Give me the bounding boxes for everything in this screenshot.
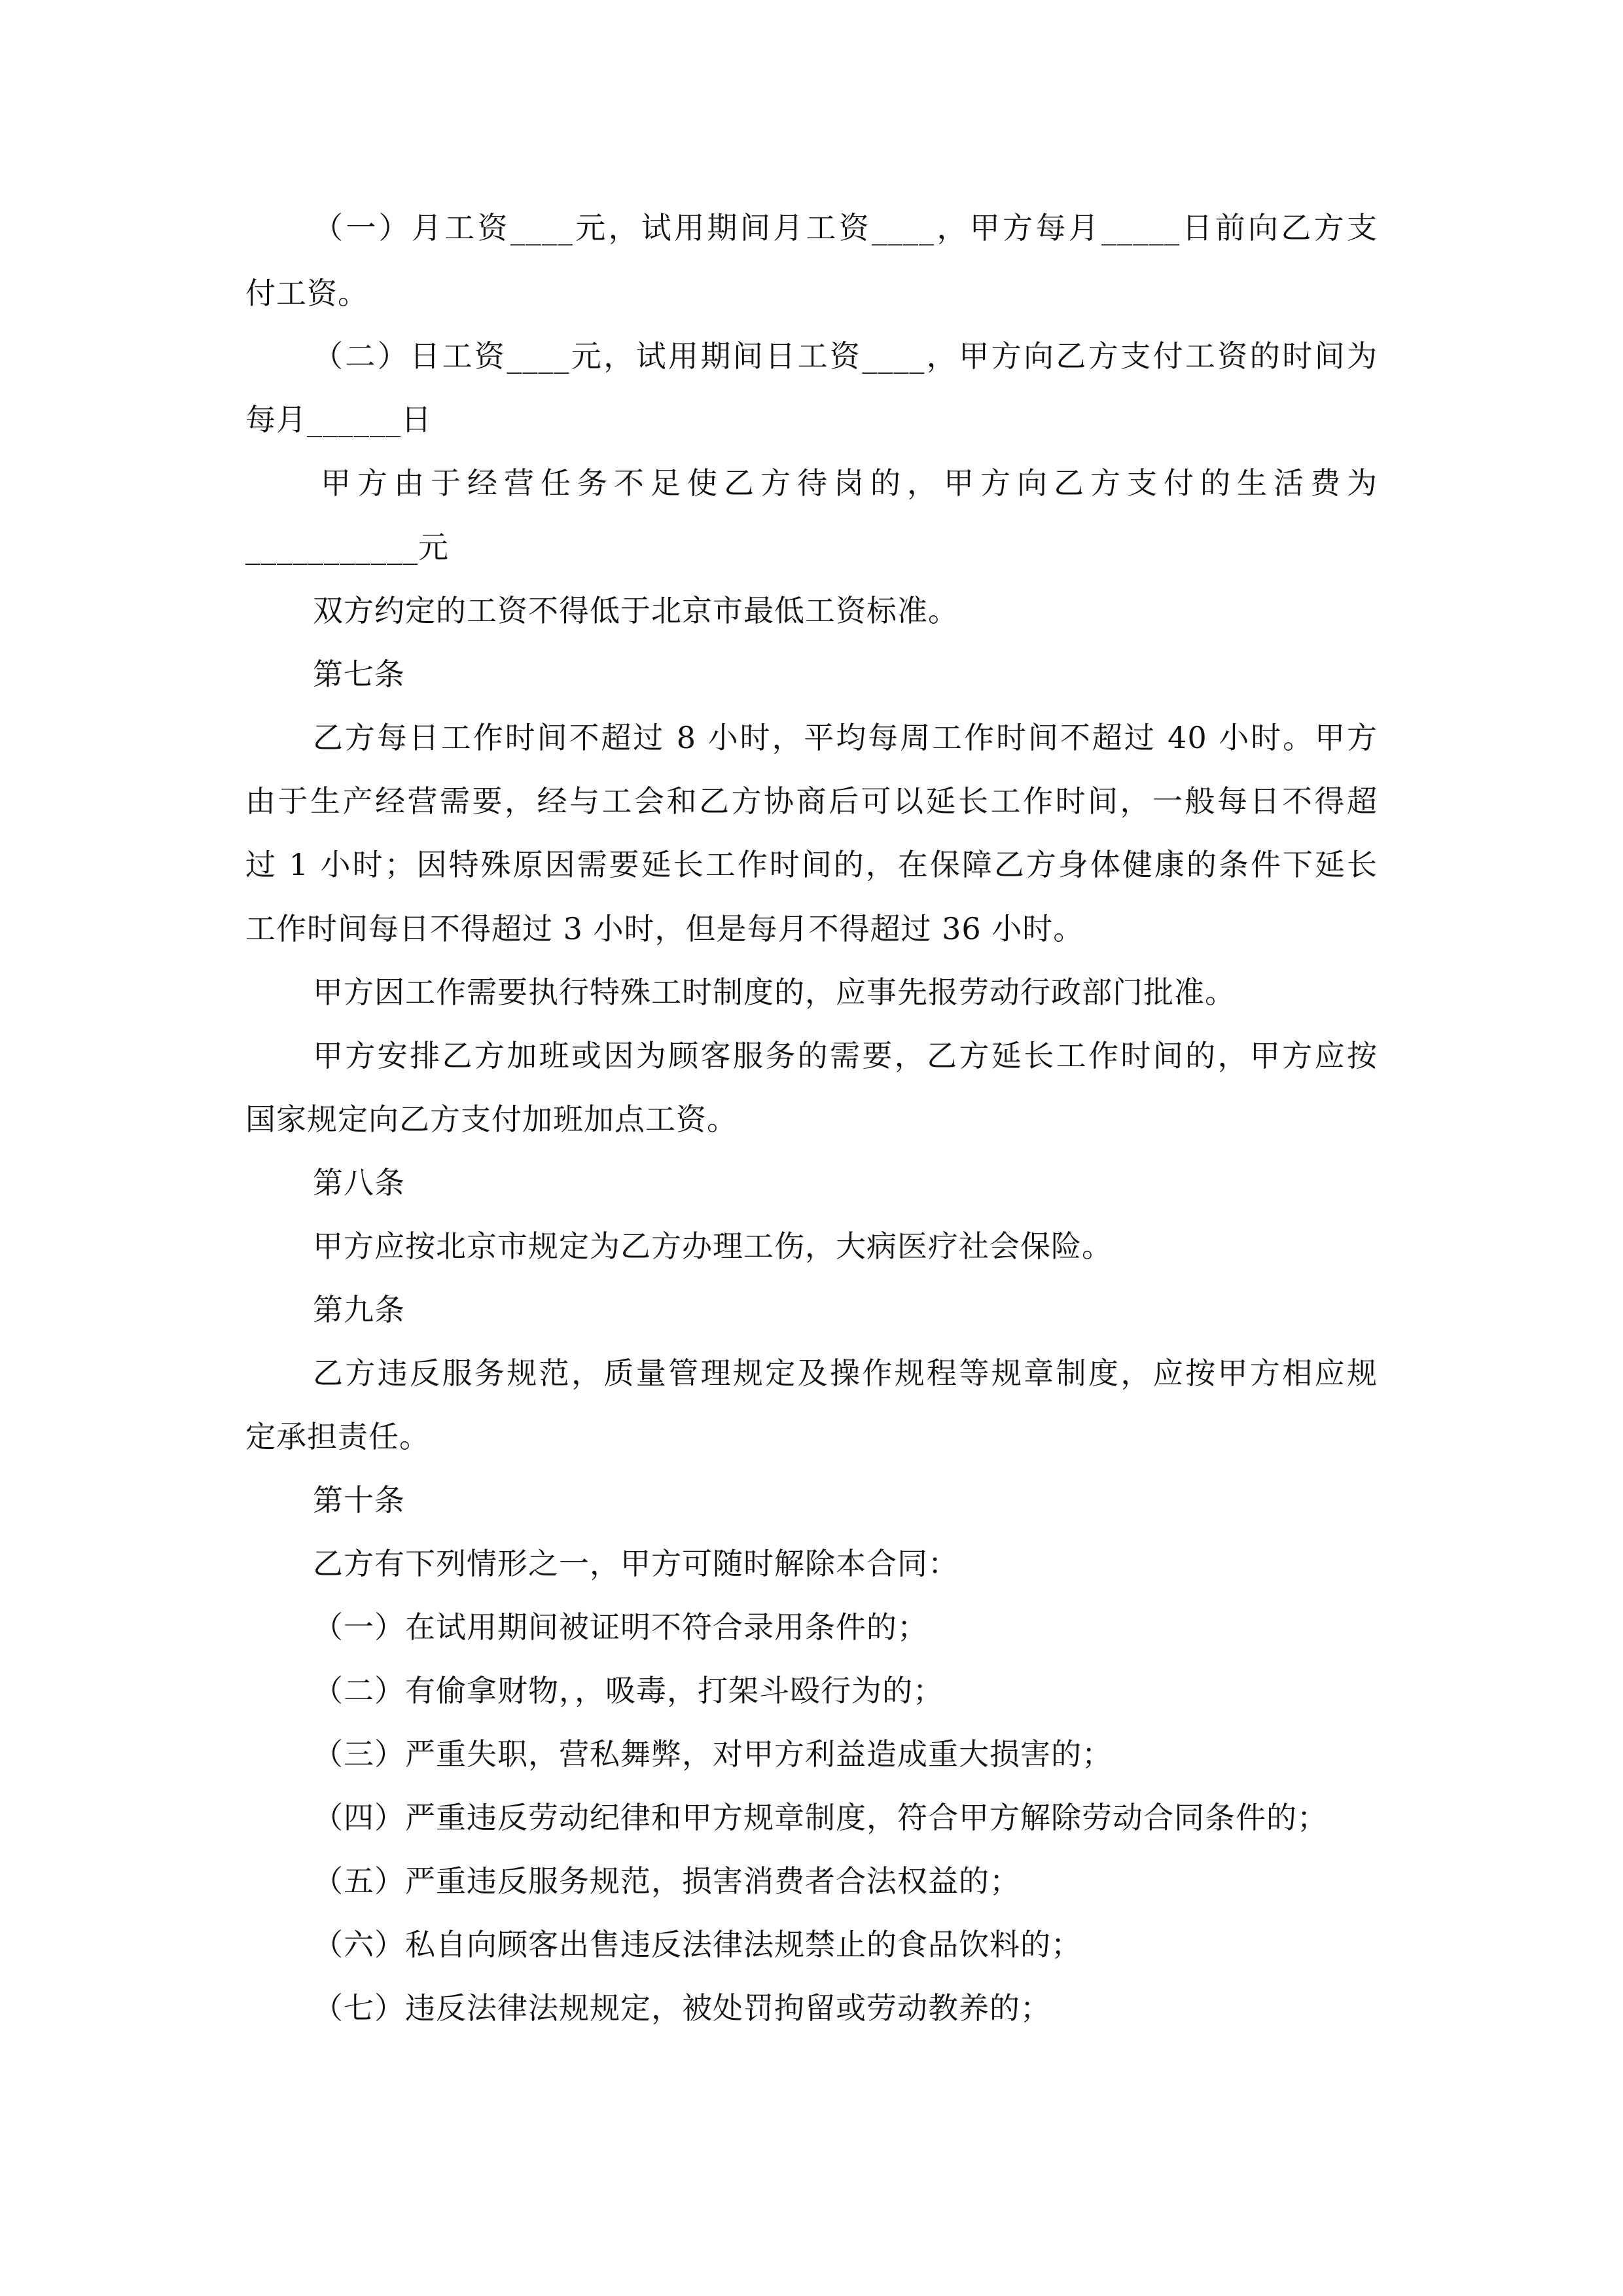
paragraph-line: 国家规定向乙方支付加班加点工资。 [245,1102,738,1137]
article-heading: 第七条 [313,656,405,692]
paragraph-line: 甲方由于经营任务不足使乙方待岗的，甲方向乙方支付的生活费为 [321,465,1378,501]
article-heading: 第十条 [313,1482,405,1518]
paragraph-line: 由于生产经营需要，经与工会和乙方协商后可以延长工作时间，一般每日不得超 [245,783,1378,819]
list-item: （五）严重违反服务规范，损害消费者合法权益的； [313,1863,1020,1899]
paragraph-line: 乙方违反服务规范，质量管理规定及操作规程等规章制度，应按甲方相应规 [313,1355,1378,1391]
list-item: （三）严重失职，营私舞弊，对甲方利益造成重大损害的； [313,1736,1113,1772]
paragraph-line: （一）月工资____元，试用期间月工资____，甲方每月_____日前向乙方支 [313,210,1378,245]
list-item: （六）私自向顾客出售违反法律法规禁止的食品饮料的； [313,1927,1082,1962]
paragraph-line: 过 1 小时；因特殊原因需要延长工作时间的，在保障乙方身体健康的条件下延长 [245,847,1378,882]
paragraph-line: ___________元 [245,529,449,565]
paragraph-line: 定承担责任。 [245,1419,430,1454]
article-heading: 第九条 [313,1292,405,1327]
paragraph-line: （二）日工资____元，试用期间日工资____，甲方向乙方支付工资的时间为 [313,338,1378,374]
list-item: （七）违反法律法规规定，被处罚拘留或劳动教养的； [313,1990,1051,2026]
paragraph-line: 甲方因工作需要执行特殊工时制度的，应事先报劳动行政部门批准。 [313,975,1236,1010]
list-item: （一）在试用期间被证明不符合录用条件的； [313,1609,928,1645]
paragraph-line: 乙方每日工作时间不超过 8 小时，平均每周工作时间不超过 40 小时。甲方 [313,720,1378,755]
paragraph-line: 甲方应按北京市规定为乙方办理工伤，大病医疗社会保险。 [313,1229,1113,1264]
paragraph-line: 付工资。 [245,276,368,311]
paragraph-line: 双方约定的工资不得低于北京市最低工资标准。 [313,593,959,628]
list-item: （四）严重违反劳动纪律和甲方规章制度，符合甲方解除劳动合同条件的； [313,1800,1328,1835]
list-item: （二）有偷拿财物，，吸毒，打架斗殴行为的； [313,1673,944,1708]
paragraph-line: 工作时间每日不得超过 3 小时，但是每月不得超过 36 小时。 [245,911,1084,946]
paragraph-line: 每月______日 [245,402,432,437]
paragraph-line: 乙方有下列情形之一，甲方可随时解除本合同： [313,1546,959,1581]
article-heading: 第八条 [313,1165,405,1200]
paragraph-line: 甲方安排乙方加班或因为顾客服务的需要，乙方延长工作时间的，甲方应按 [313,1038,1378,1073]
